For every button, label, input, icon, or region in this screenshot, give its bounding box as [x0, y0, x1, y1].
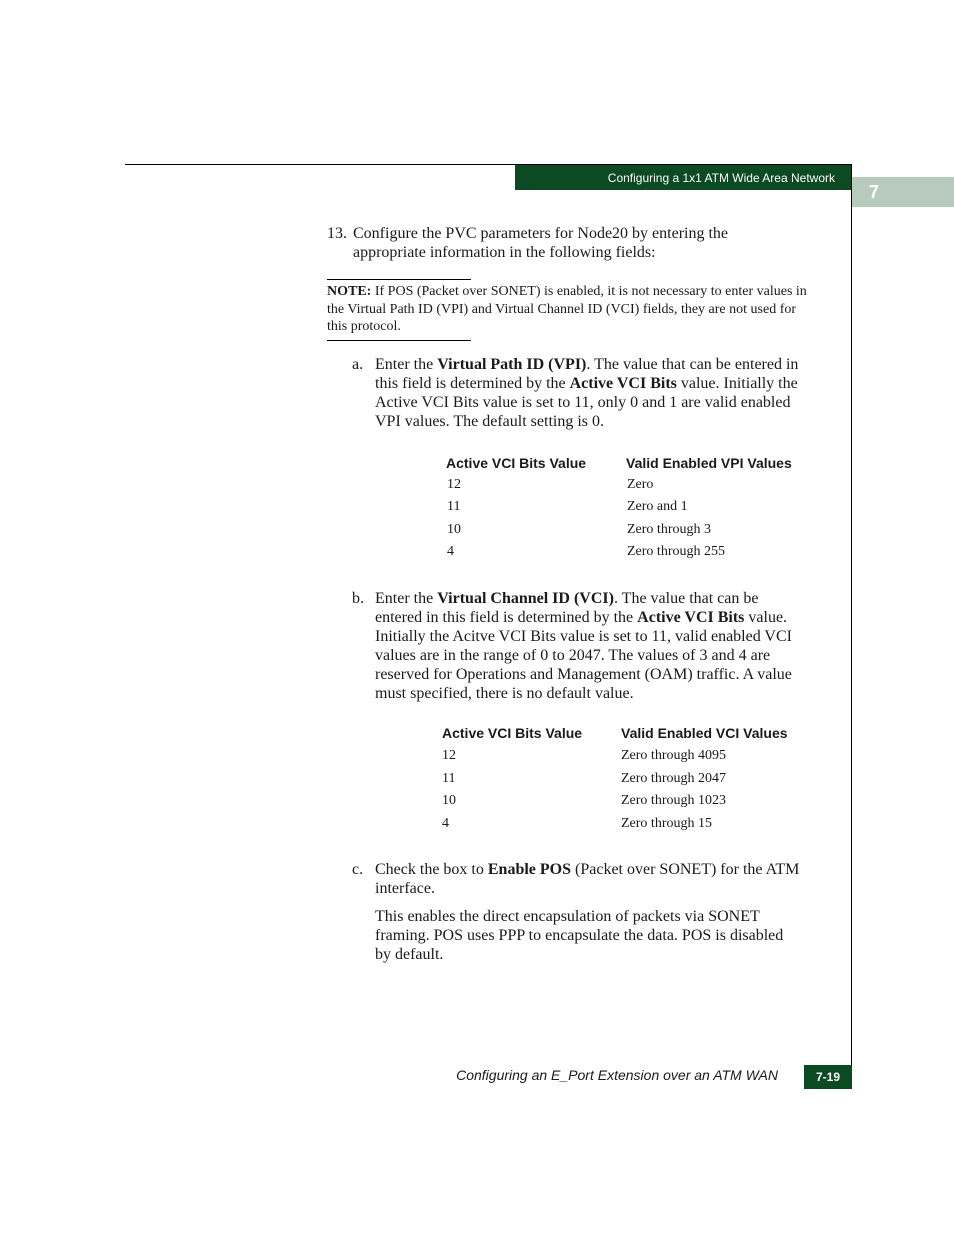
note-text: If POS (Packet over SONET) is enabled, it is not necessary to enter values in the Virtual Path ID (VPI) and Virtual Channel ID (VCI) fields, they are not used for this protocol.: [327, 284, 807, 334]
vci-table-cell: 11: [442, 771, 456, 786]
note-bottom-rule: [327, 340, 471, 341]
vci-table-cell: Zero through 2047: [621, 771, 726, 786]
item-a-letter: a.: [352, 356, 364, 373]
step-13-text: Configure the PVC parameters for Node20 by entering the appropriate information in the following fields:: [353, 225, 729, 261]
chapter-tab: 7: [852, 177, 954, 207]
note-block: [327, 283, 807, 336]
margin-rule: [851, 164, 852, 1089]
vci-table-cell: Zero through 4095: [621, 748, 726, 763]
vpi-table-cell: 10: [447, 522, 461, 537]
vpi-table-header-bits: Active VCI Bits Value: [446, 455, 587, 471]
vpi-table-cell: Zero and 1: [627, 499, 688, 514]
vpi-table-cell: Zero: [627, 477, 654, 492]
page-number: 7-19: [804, 1065, 852, 1089]
item-c-letter: c.: [352, 861, 364, 878]
vci-table-cell: 10: [442, 793, 456, 808]
vci-table-cell: Zero through 1023: [621, 793, 726, 808]
item-b-letter: b.: [352, 590, 364, 607]
section-title: Configuring a 1x1 ATM Wide Area Network: [607, 170, 835, 185]
note-top-rule: [327, 279, 471, 280]
vci-table-header-values: Valid Enabled VCI Values: [621, 725, 788, 741]
vpi-table-cell: Zero through 255: [627, 544, 725, 559]
vpi-table-cell: Zero through 3: [627, 522, 711, 537]
running-header: [515, 165, 851, 190]
vpi-table-header-values: Valid Enabled VPI Values: [626, 455, 792, 471]
item-a-text: Enter the Virtual Path ID (VPI). The value that can be entered in this field is determined by the Active VCI Bits value. Initially the Active VCI Bits value is set to 11, only 0 and 1 are valid enabled VPI values. The default setting is 0.: [375, 356, 799, 430]
step-number: 13.: [327, 225, 347, 242]
note-label: NOTE:: [327, 284, 372, 299]
vpi-table-cell: 4: [447, 544, 454, 559]
item-b-text: Enter the Virtual Channel ID (VCI). The value that can be entered in this field is determined by the Active VCI Bits value. Initially the Acitve VCI Bits value is set to 11, valid enabled VCI values are in the range of 0 to 2047. The values of 3 and 4 are reserved for Operations and Management (OAM) traffic. A value must specified, there is no default value.: [375, 590, 792, 702]
item-c-text: Check the box to Enable POS (Packet over SONET) for the ATM interface.: [375, 861, 800, 897]
vci-table-cell: Zero through 15: [621, 816, 712, 831]
vpi-table-cell: 12: [447, 477, 461, 492]
running-footer: Configuring an E_Port Extension over an ATM WAN: [456, 1067, 778, 1083]
vci-table-header-bits: Active VCI Bits Value: [442, 725, 583, 741]
item-c-followup: This enables the direct encapsulation of packets via SONET framing. POS uses PPP to encapsulate the data. POS is disabled by default.: [375, 908, 784, 963]
vpi-table-cell: 11: [447, 499, 461, 514]
vci-table-cell: 4: [442, 816, 449, 831]
vci-table-cell: 12: [442, 748, 456, 763]
